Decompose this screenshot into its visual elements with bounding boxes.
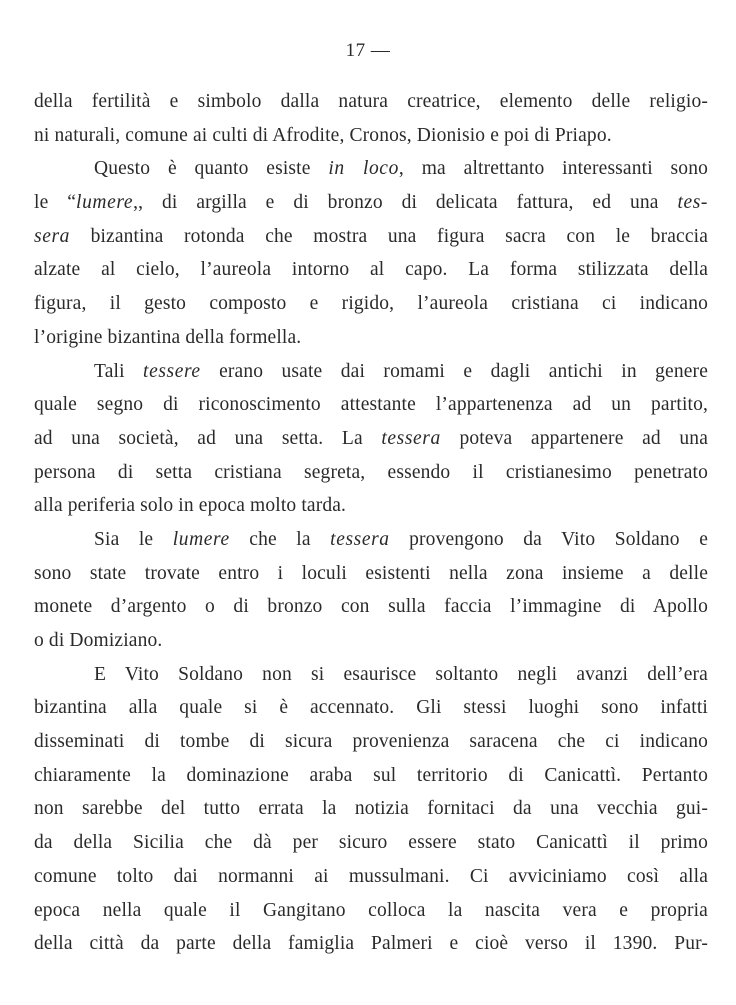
text-line [34, 220, 708, 254]
italic-term: lumere [76, 192, 134, 214]
text-line: persona di setta cristiana segreta, essendo il cristianesimo penetrato [34, 461, 708, 483]
text-segment: provengono da Vito Soldano e [389, 528, 708, 550]
text-line: alzate al cielo, l’aureola intorno al capo. La forma stilizzata della [34, 259, 708, 281]
text-line: della città da parte della famiglia Palmeri e cioè verso il 1390. Pur- [34, 933, 708, 955]
body-text [34, 85, 708, 961]
text-line [34, 422, 708, 456]
text-line [34, 152, 708, 186]
text-segment: , ma altrettanto interessanti sono [398, 158, 708, 180]
italic-term: tessera [330, 528, 390, 550]
text-line: monete d’argento o di bronzo con sulla faccia l’immagine di Apollo [34, 596, 708, 618]
text-line: epoca nella quale il Gangitano colloca la nascita vera e propria [34, 899, 708, 921]
italic-term: tes- [677, 192, 708, 214]
italic-term: lumere [172, 528, 230, 550]
text-line: bizantina alla quale si è accennato. Gli stessi luoghi sono infatti [34, 697, 708, 719]
text-line [34, 523, 708, 557]
text-line: ni naturali, comune ai culti di Afrodite, Cronos, Dionisio e poi di Priapo. [34, 124, 612, 146]
italic-term: sera [34, 225, 70, 247]
italic-term: in loco [328, 158, 399, 180]
text-segment: poteva appartenere ad una [440, 427, 708, 449]
text-segment: erano usate dai romami e dagli antichi in genere [200, 360, 708, 382]
text-line: comune tolto dai normanni ai mussulmani. Ci avviciniamo così alla [34, 865, 708, 887]
text-line: da della Sicilia che dà per sicuro essere stato Canicattì il primo [34, 832, 708, 854]
text-line: della fertilità e simbolo dalla natura creatrice, elemento delle religio- [34, 91, 708, 112]
text-segment: ,, di argilla e di bronzo di delicata fattura, ed una [133, 192, 678, 214]
text-segment: Sia le [94, 528, 173, 550]
italic-term: tessera [381, 427, 441, 449]
text-segment: ad una società, ad una setta. La [34, 427, 382, 449]
text-segment: le “ [34, 192, 77, 214]
text-line: non sarebbe del tutto errata la notizia fornitaci da una vecchia gui- [34, 798, 708, 820]
text-line: sono state trovate entro i loculi esistenti nella zona insieme a delle [34, 562, 708, 584]
text-line: figura, il gesto composto e rigido, l’aureola cristiana ci indicano [34, 293, 708, 315]
page-number: 17 — [345, 40, 391, 61]
text-line: o di Domiziano. [34, 630, 163, 651]
text-line: chiaramente la dominazione araba sul territorio di Canicattì. Pertanto [34, 764, 708, 786]
text-segment: Questo è quanto esiste [94, 158, 329, 180]
text-segment: bizantina rotonda che mostra una figura sacra con le braccia [69, 225, 708, 247]
text-line: l’origine bizantina della formella. [34, 326, 302, 348]
text-line: disseminati di tombe di sicura provenienza saracena che ci indicano [34, 731, 708, 753]
text-segment: che la [229, 528, 331, 550]
text-line [34, 186, 708, 220]
text-line: quale segno di riconoscimento attestante l’appartenenza ad un partito, [34, 394, 708, 416]
text-line: E Vito Soldano non si esaurisce soltanto negli avanzi dell’era [94, 663, 708, 685]
text-line: alla periferia solo in epoca molto tarda. [34, 495, 347, 517]
text-line [34, 355, 708, 389]
italic-term: tessere [143, 360, 201, 382]
text-segment: Tali [94, 360, 144, 382]
